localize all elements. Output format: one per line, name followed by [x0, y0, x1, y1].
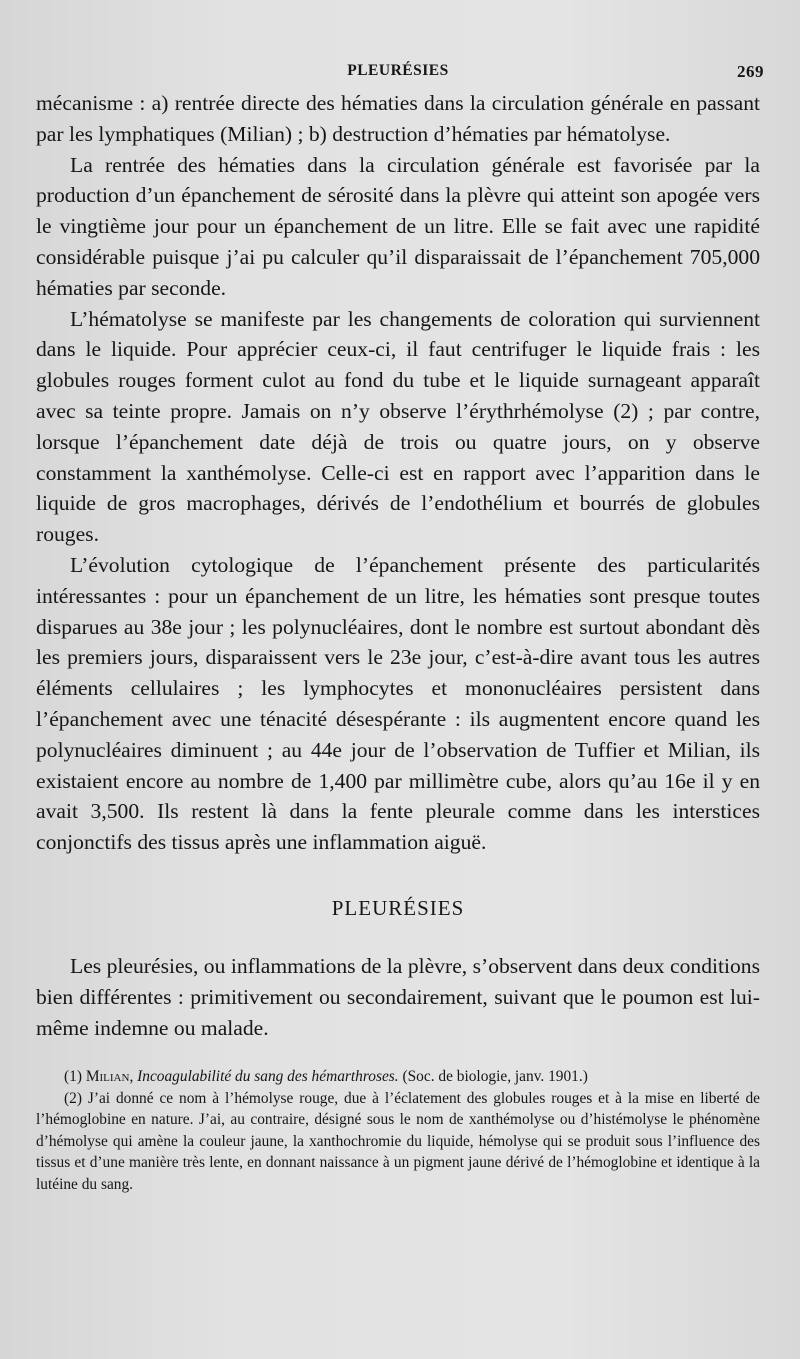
section-intro: [36, 951, 760, 1044]
footnote-1-title: Incoagulabilité du sang des hémarthroses.: [137, 1067, 399, 1085]
section-heading: PLEURÉSIES: [331, 895, 465, 920]
footnote-1-author: Milian: [85, 1067, 130, 1085]
footnote-1-source: (Soc. de biologie, janv. 1901.): [402, 1067, 588, 1085]
footnote-1: (1) Milian, Incoagulabilité du sang des hémarthroses. (Soc. de biologie, janv. 1901.): [64, 1067, 588, 1085]
footnotes: [36, 1066, 760, 1196]
running-head: [36, 58, 764, 88]
paragraph-cytologie: L’évolution cytologique de l’épanchement présente des particularités intéressantes : pour un épanchement de un litre, les hématies sont presque toutes disparues au 38e jour ; les polynucléaires, dont le nombre est surtout abondant dès les premiers jours, disparaissent vers le 23e jour, c’est-à-dire avant tous les autres éléments cellulaires ; les lymphocytes et mononucléaires persistent dans l’épanchement avec une ténacité désespérante : ils augmentent encore quand les polynucléaires diminuent ; au 44e jour de l’observation de Tuffier et Milian, ils existaient encore au nombre de 1,400 par millimètre cube, alors qu’au 16e il y en avait 3,500. Ils restent là dans la fente pleurale comme dans les interstices conjonctifs des tissus après une inflammation aiguë.: [36, 552, 760, 855]
running-title: PLEURÉSIES: [347, 62, 449, 79]
paragraph-pleuresies-intro: Les pleurésies, ou inflammations de la plèvre, s’observent dans deux conditions bien différentes : primitivement ou secondairement, suivant que le poumon est lui-même indemne ou malade.: [36, 953, 760, 1040]
page-number: 269: [737, 62, 764, 81]
footnote-2-marker: (2): [64, 1089, 82, 1107]
footnote-1-marker: (1): [64, 1067, 82, 1085]
paragraph-circulation: La rentrée des hématies dans la circulation générale est favorisée par la production d’un épanchement de sérosité dans la plèvre qui atteint son apogée vers le vingtième jour pour un épanchement de un litre. Elle se fait avec une rapidité considérable puisque j’ai pu calculer qu’il disparaissait de l’épanchement 705,000 hématies par seconde.: [36, 152, 760, 300]
paragraph-hematolyse: L’hématolyse se manifeste par les changements de coloration qui surviennent dans le liquide. Pour apprécier ceux-ci, il faut centrifuger le liquide frais : les globules rouges forment culot au fond du tube et le liquide surnageant apparaît avec sa teinte propre. Jamais on n’y observe l’érythrhémolyse (2) ; par contre, lorsque l’épanchement date déjà de trois ou quatre jours, on y observe constamment la xanthémolyse. Celle-ci est en rapport avec l’apparition dans le liquide de gros macrophages, dérivés de l’endothélium et bourrés de globules rouges.: [36, 306, 760, 547]
paragraph-continued: mécanisme : a) rentrée directe des hématies dans la circulation générale en passant par les lymphatiques (Milian) ; b) destruction d’hématies par hématolyse.: [36, 91, 760, 146]
footnote-2-text: J’ai donné ce nom à l’hémolyse rouge, due à l’éclatement des globules rouges et à la mise en liberté de l’hémoglobine en nature. J’ai, au contraire, désigné sous le nom de xanthémolyse ou d’histémolyse le phénomène d’hémolyse qui amène la couleur jaune, la xanthochromie du liquide, hémolyse qui se produit sous l’influence des tissus et d’une manière très lente, en donnant naissance à un pigment jaune dérivé de l’hémoglobine et identique à la lutéine du sang.: [36, 1089, 760, 1193]
footnote-2: [36, 1088, 760, 1196]
body-text: [36, 88, 760, 858]
